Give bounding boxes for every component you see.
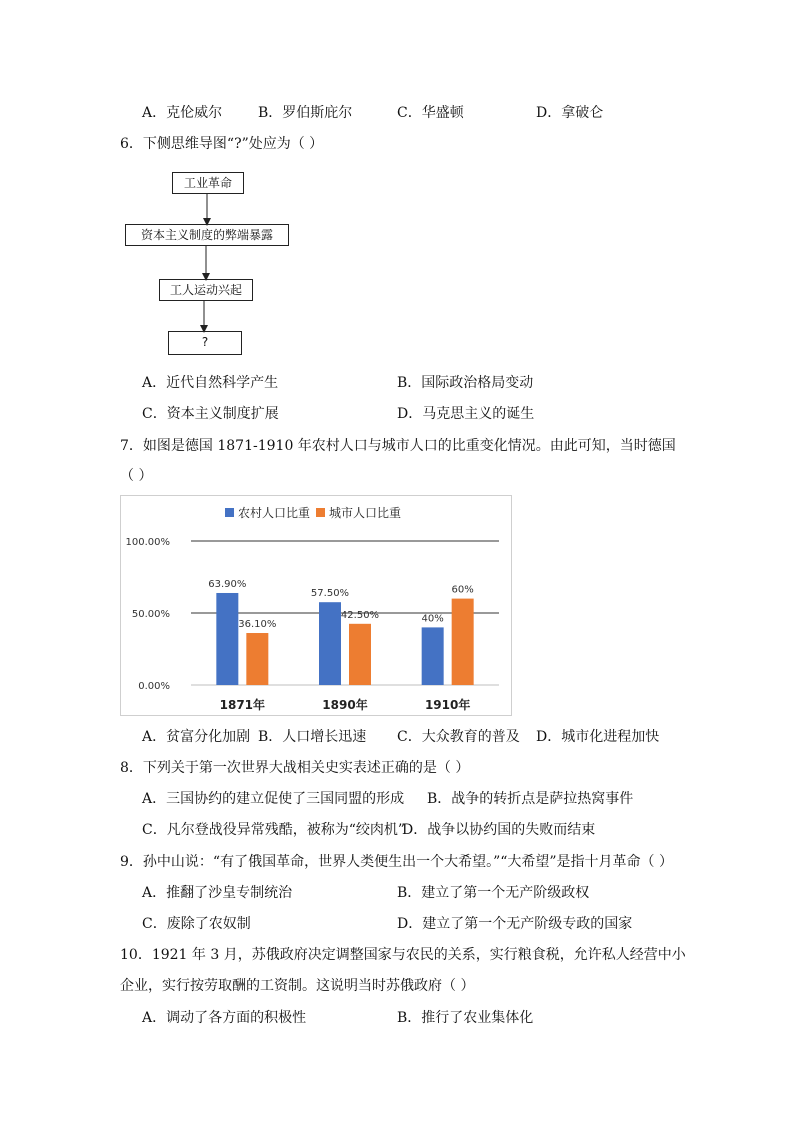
bar xyxy=(216,593,238,685)
legend-label-urban: 城市人口比重 xyxy=(329,506,402,520)
q5-option-a: A．克伦威尔 xyxy=(142,105,223,121)
q5-option-c: C．华盛顿 xyxy=(397,105,464,121)
legend-swatch-urban xyxy=(316,508,325,517)
q7-option-a: A．贫富分化加剧 xyxy=(142,729,251,745)
q5-option-d: D．拿破仑 xyxy=(536,105,604,121)
data-label: 36.10% xyxy=(238,619,277,631)
q8-stem: 8．下列关于第一次世界大战相关史实表述正确的是（ ） xyxy=(120,760,470,776)
y-tick-label: 50.00% xyxy=(131,609,170,620)
q10-option-b: B．推行了农业集体化 xyxy=(397,1010,534,1026)
q9-option-a: A．推翻了沙皇专制统治 xyxy=(142,885,293,901)
q10-option-a: A．调动了各方面的积极性 xyxy=(142,1010,307,1026)
data-label: 57.50% xyxy=(310,588,350,600)
y-tick-label: 0.00% xyxy=(138,681,170,692)
q6-option-b: B．国际政治格局变动 xyxy=(397,375,534,391)
q7-stem-line1: 7．如图是德国 1871-1910 年农村人口与城市人口的比重变化情况。由此可知，当时德国 xyxy=(120,438,676,454)
q10-stem-line2: 企业，实行按劳取酬的工资制。这说明当时苏俄政府（ ） xyxy=(120,978,475,994)
bar xyxy=(319,602,341,685)
q8-option-c: C．凡尔登战役异常残酷，被称为“绞肉机” xyxy=(142,822,406,838)
y-tick-label: 100.00% xyxy=(125,537,170,548)
flow-box-workers-movement: 工人运动兴起 xyxy=(159,279,253,301)
flow-box-industrial-revolution: 工业革命 xyxy=(172,172,244,194)
data-label: 40% xyxy=(421,613,444,625)
flow-box-capitalism-drawbacks: 资本主义制度的弊端暴露 xyxy=(125,224,289,246)
q9-option-d: D．建立了第一个无产阶级专政的国家 xyxy=(397,916,633,932)
chart-legend xyxy=(225,505,401,520)
q6-option-d: D．马克思主义的诞生 xyxy=(397,406,535,422)
legend-label-rural: 农村人口比重 xyxy=(238,506,311,520)
data-label: 42.50% xyxy=(340,609,380,621)
q10-stem-line1: 10．1921 年 3 月，苏俄政府决定调整国家与农民的关系，实行粮食税，允许私人经营中小 xyxy=(120,947,686,963)
bar xyxy=(246,633,268,685)
q8-option-b: B．战争的转折点是萨拉热窝事件 xyxy=(427,791,634,807)
flow-box-question: ? xyxy=(168,331,242,355)
data-label: 63.90% xyxy=(208,578,247,590)
q9-option-b: B．建立了第一个无产阶级政权 xyxy=(397,885,590,901)
flow-arrows xyxy=(0,0,794,400)
q9-option-c: C．废除了农奴制 xyxy=(142,916,251,932)
q6-stem: 6．下侧思维导图“?”处应为（ ） xyxy=(120,136,324,152)
q5-option-b: B．罗伯斯庇尔 xyxy=(258,105,353,121)
q7-option-d: D．城市化进程加快 xyxy=(536,729,660,745)
population-chart-svg xyxy=(121,496,511,715)
bar xyxy=(452,599,474,685)
q8-option-a: A．三国协约的建立促使了三国同盟的形成 xyxy=(142,791,405,807)
data-label: 60% xyxy=(451,584,474,596)
q7-stem-line2: （ ） xyxy=(120,468,153,484)
q7-option-b: B．人口增长迅速 xyxy=(258,729,367,745)
bar xyxy=(422,627,444,685)
bar xyxy=(349,624,371,685)
x-tick-label: 1871年 xyxy=(219,698,266,712)
q6-option-c: C．资本主义制度扩展 xyxy=(142,406,279,422)
x-tick-label: 1890年 xyxy=(322,698,368,712)
q7-option-c: C．大众教育的普及 xyxy=(397,729,520,745)
q9-stem: 9．孙中山说：“有了俄国革命，世界人类便生出一个大希望。”“大希望”是指十月革命（ ） xyxy=(120,854,673,870)
legend-swatch-rural xyxy=(225,508,234,517)
q8-option-d: D．战争以协约国的失败而结束 xyxy=(402,822,596,838)
population-chart xyxy=(120,495,512,716)
q6-option-a: A．近代自然科学产生 xyxy=(142,375,279,391)
x-tick-label: 1910年 xyxy=(424,698,471,712)
